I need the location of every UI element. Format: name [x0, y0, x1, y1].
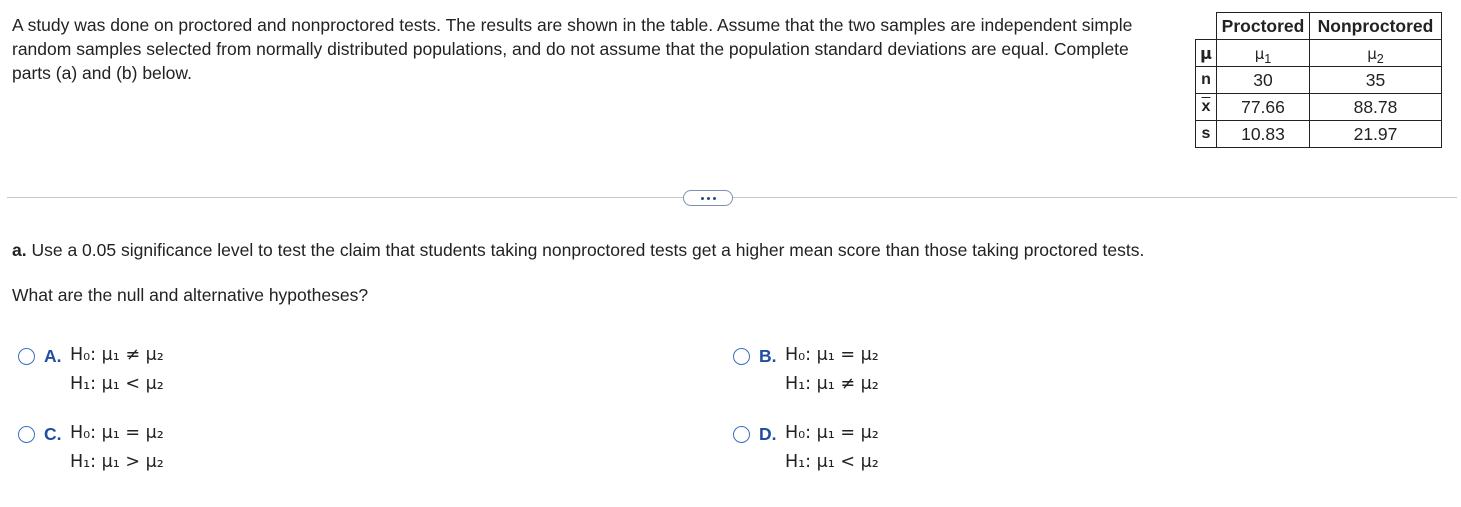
table-cell: 88.78 [1310, 94, 1442, 121]
more-options-button[interactable] [683, 190, 733, 206]
table-row [1196, 67, 1442, 94]
ellipsis-icon [701, 197, 704, 200]
option-letter: C. [44, 424, 62, 444]
table-cell: 30 [1217, 67, 1310, 94]
table-cell: $\mu_1$ [1217, 40, 1310, 67]
option-letter: B. [759, 346, 777, 366]
header-nonproctored: Nonproctored [1310, 13, 1442, 40]
null-hypothesis: H₀: μ₁ = μ₂ [70, 423, 164, 443]
header-proctored: Proctored [1217, 13, 1310, 40]
alternative-hypothesis: H₁: μ₁ < μ₂ [70, 374, 164, 394]
alternative-hypothesis: H₁: μ₁ ≠ μ₂ [785, 374, 879, 394]
option-d[interactable] [733, 424, 879, 477]
alternative-hypothesis: H₁: μ₁ < μ₂ [785, 452, 879, 472]
table-row [1196, 121, 1442, 148]
option-b[interactable] [733, 346, 879, 399]
radio-button[interactable] [733, 348, 750, 365]
hypotheses-question: What are the null and alternative hypotheses? [12, 285, 369, 305]
radio-button[interactable] [733, 426, 750, 443]
row-label-n: n [1196, 67, 1217, 94]
data-table [1195, 12, 1442, 148]
row-label-mu: μ [1196, 40, 1217, 67]
problem-statement: A study was done on proctored and nonproctored tests. The results are shown in the table. Assume that the two samples are independent simple random samples selected from normally distributed populations, and do not assume that the population standard deviations are equal. Complete parts (a) and (b) below. [12, 15, 1133, 83]
null-hypothesis: H₀: μ₁ = μ₂ [785, 345, 879, 365]
part-a-prompt [12, 240, 1144, 261]
table-row [1196, 40, 1442, 67]
table-row [1196, 94, 1442, 121]
table-cell: 10.83 [1217, 121, 1310, 148]
alternative-hypothesis: H₁: μ₁ > μ₂ [70, 452, 164, 472]
table-cell: 35 [1310, 67, 1442, 94]
option-a[interactable] [18, 346, 164, 399]
row-label-xbar: $\overline{x}$ [1196, 94, 1217, 121]
option-c[interactable] [18, 424, 164, 477]
null-hypothesis: H₀: μ₁ ≠ μ₂ [70, 345, 164, 365]
table-cell: 21.97 [1310, 121, 1442, 148]
table-header-row [1196, 13, 1442, 40]
table-cell: $\mu_2$ [1310, 40, 1442, 67]
row-label-s: s [1196, 121, 1217, 148]
radio-button[interactable] [18, 348, 35, 365]
option-letter: A. [44, 346, 62, 366]
null-hypothesis: H₀: μ₁ = μ₂ [785, 423, 879, 443]
part-a-label: a. [12, 240, 27, 260]
part-a-text: Use a 0.05 significance level to test the claim that students taking nonproctored tests get a higher mean score than those taking proctored tests. [31, 240, 1145, 260]
option-letter: D. [759, 424, 777, 444]
radio-button[interactable] [18, 426, 35, 443]
table-cell: 77.66 [1217, 94, 1310, 121]
